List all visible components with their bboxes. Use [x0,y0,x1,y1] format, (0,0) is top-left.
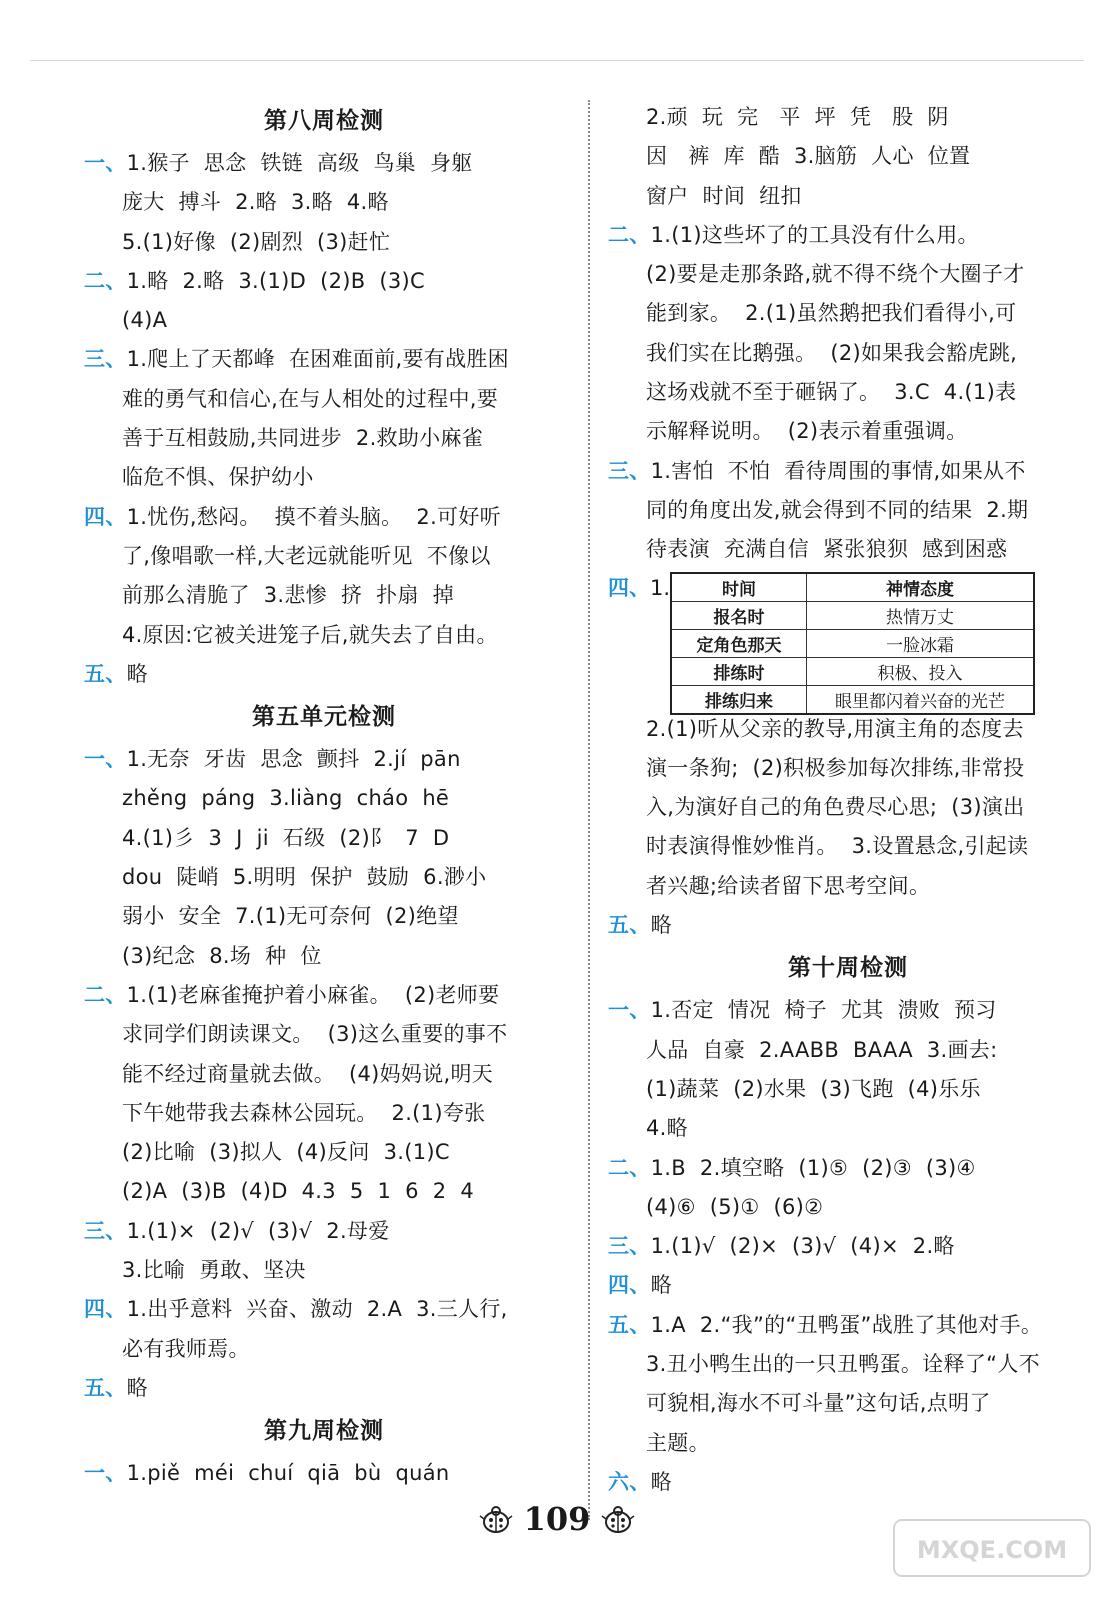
answer-line [608,867,1088,906]
answer-text: 可貌相,海水不可斗量”这句话,点明了 [646,1391,991,1416]
answer-text: zhěng páng 3.liàng cháo hē [122,786,450,811]
question-number: 二、 [608,222,651,247]
table-row [671,601,1034,629]
answer-line [84,458,564,497]
answer-text: (2)要是走那条路,就不得不绕个大圈子才 [646,262,1025,287]
answer-text: 1.(1)× (2)√ (3)√ 2.母爱 [126,1218,390,1243]
answer-text: (3)纪念 8.场 种 位 [122,943,322,968]
question-number: 二、 [84,982,127,1007]
answer-line [84,183,564,222]
answer-text: 1. [650,575,671,600]
answer-text: 4.原因:它被关进笼子后,就失去了自由。 [122,622,498,647]
answer-text: 主题。 [646,1430,710,1455]
answer-line [84,144,564,183]
question-number: 四、 [608,575,650,600]
answer-text: (4)A [122,308,168,333]
answer-line [608,294,1088,333]
answer-line [84,380,564,419]
ladybug-icon [601,1504,635,1534]
answer-text: 庞大 搏斗 2.略 3.略 4.略 [122,190,389,215]
answer-line [84,537,564,576]
answer-text: 略 [650,1469,672,1494]
answer-text: 待表演 充满自信 紧张狼狈 感到困惑 [646,537,1008,562]
answer-text: 1.爬上了天都峰 在困难面前,要有战胜困 [126,347,509,372]
answer-line [608,1345,1088,1384]
question-number: 一、 [84,151,127,175]
answer-line [608,710,1088,749]
answer-text: 前那么清脆了 3.悲惨 挤 扑扇 掉 [122,583,455,608]
question-number: 三、 [84,347,127,372]
answer-text: 略 [650,913,672,938]
question-number: 三、 [84,1218,127,1243]
answer-line [84,1094,564,1133]
answer-text: 1.出乎意料 兴奋、激动 2.A 3.三人行, [126,1297,508,1322]
answer-text: 1.(1)这些坏了的工具没有什么用。 [650,222,979,247]
answer-text: 1.(1)老麻雀掩护着小麻雀。 (2)老师要 [126,982,500,1007]
answer-table-block [608,570,1088,710]
answer-text: 临危不惧、保护幼小 [122,465,314,490]
answer-text: 入,为演好自己的角色费尽心思; (3)演出 [646,795,1025,820]
answer-text: 同的角度出发,就会得到不同的结果 2.期 [646,497,1029,522]
answer-text: 难的勇气和信心,在与人相处的过程中,要 [122,386,499,411]
question-number: 二、 [608,1155,651,1180]
answer-line [608,452,1088,491]
answer-line [608,412,1088,451]
answer-line [84,1369,564,1408]
answer-text: (4)⑥ (5)① (6)② [646,1194,824,1219]
answer-line [84,223,564,262]
answer-line [84,937,564,976]
answer-text: (2)A (3)B (4)D 4.3 5 1 6 2 4 [122,1179,474,1204]
question-number: 五、 [608,1312,651,1337]
answer-text: 善于互相鼓励,共同进步 2.救助小麻雀 [122,426,484,451]
answer-line [608,216,1088,255]
right-column [608,98,1088,1502]
question-number: 五、 [84,1375,127,1400]
table-cell: 报名时 [671,601,807,629]
answer-text: 5.(1)好像 (2)剧烈 (3)赶忙 [122,229,391,254]
answer-text: 了,像唱歌一样,大老远就能听见 不像以 [122,543,491,568]
answer-line [608,1109,1088,1148]
answer-line [608,827,1088,866]
answer-line [84,1015,564,1054]
answer-line [84,340,564,379]
answer-text: 1.害怕 不怕 看待周围的事情,如果从不 [650,458,1026,483]
answer-text: 能到家。 2.(1)虽然鹅把我们看得小,可 [646,301,1017,326]
answer-line [608,1424,1088,1463]
answer-line [608,255,1088,294]
answer-line [84,301,564,340]
answer-text: 能不经过商量就去做。 (4)妈妈说,明天 [122,1061,494,1086]
question-number: 三、 [608,458,651,483]
answer-text: 4.略 [646,1116,688,1141]
answer-line [84,576,564,615]
watermark-logo [892,1518,1092,1578]
watermark-text: MXQE.COM [916,1536,1068,1564]
section-heading: 第五单元检测 [252,704,396,731]
question-number: 五、 [84,661,127,686]
answer-text: (2)比喻 (3)拟人 (4)反问 3.(1)C [122,1140,450,1165]
answer-line [84,779,564,818]
answer-text: 3.比喻 勇敢、坚决 [122,1258,306,1283]
answer-text: 1.无奈 牙齿 思念 颤抖 2.jí pān [126,747,461,772]
table-header-row [671,573,1034,602]
column-divider [588,100,590,1520]
answer-text: 窗户 时间 纽扣 [646,183,802,208]
answer-text: 2.顽 玩 完 平 坪 凭 股 阴 [646,105,949,129]
answer-text: 1.略 2.略 3.(1)D (2)B (3)C [126,268,425,293]
table-row [671,629,1034,657]
answer-text: 时表演得惟妙惟肖。 3.设置悬念,引起读 [646,834,1029,859]
ladybug-icon [479,1504,513,1534]
answer-line [84,1212,564,1251]
attitude-table [670,572,1035,715]
answer-text: 1.否定 情况 椅子 尤其 溃败 预习 [650,998,997,1023]
answer-line [608,788,1088,827]
answer-text: dou 陡峭 5.明明 保护 鼓励 6.渺小 [122,865,487,890]
answer-text: 因 裤 库 酷 3.脑筋 人心 位置 [646,144,971,169]
table-cell: 排练时 [671,657,807,685]
question-number: 四、 [608,1273,651,1298]
answer-text: 2.(1)听从父亲的教导,用演主角的态度去 [646,716,1024,741]
left-column [84,98,564,1494]
answer-line [608,1306,1088,1345]
table-header-cell: 时间 [671,573,807,602]
answer-line [608,991,1088,1030]
answer-text: 略 [650,1273,672,1298]
answer-line [608,1227,1088,1266]
answer-text: 1.(1)√ (2)× (3)√ (4)× 2.略 [650,1234,955,1259]
answer-line [608,98,1088,137]
answer-line [608,1031,1088,1070]
question-number: 四、 [84,1297,127,1322]
table-header-cell: 神情态度 [807,573,1035,602]
answer-text: 求同学们朗读课文。 (3)这么重要的事不 [122,1022,508,1047]
table-row [671,657,1034,685]
question-number: 四、 [84,504,127,529]
question-number: 二、 [84,268,127,293]
question-number: 一、 [608,998,651,1023]
section-heading: 第十周检测 [788,955,908,982]
answer-text: 人品 自豪 2.AABB BAAA 3.画去: [646,1037,998,1062]
answer-text: 弱小 安全 7.(1)无可奈何 (2)绝望 [122,904,459,929]
answer-line [608,491,1088,530]
answer-line [84,1454,564,1493]
answer-line [608,137,1088,176]
answer-text: 略 [126,1375,148,1400]
answer-line [84,1330,564,1369]
answer-line [84,1251,564,1290]
answer-text: 4.(1)彡 3 J ji 石级 (2)阝 7 D [122,825,450,850]
answer-line [608,334,1088,373]
answer-line [84,976,564,1015]
table-cell: 积极、投入 [807,657,1035,685]
answer-line [84,616,564,655]
answer-line [608,373,1088,412]
question-number: 一、 [84,1461,127,1486]
answer-line [84,1055,564,1094]
answer-line [84,819,564,858]
answer-text: 示解释说明。 (2)表示着重强调。 [646,419,968,444]
answer-line [84,740,564,779]
answer-text: 1.piě méi chuí qiā bù quán [126,1461,450,1486]
table-cell: 排练归来 [671,685,807,714]
top-rule [30,60,1084,61]
question-number: 五、 [608,913,651,938]
table-cell: 眼里都闪着兴奋的光芒 [807,685,1035,714]
answer-text: 这场戏就不至于砸锅了。 3.C 4.(1)表 [646,380,1017,405]
answer-line [608,1463,1088,1502]
answer-line [608,906,1088,945]
page-number: 109 [523,1500,591,1538]
answer-line [608,1070,1088,1109]
table-cell: 一脸冰霜 [807,629,1035,657]
answer-text: 1.B 2.填空略 (1)⑤ (2)③ (3)④ [650,1155,976,1180]
question-number: 三、 [608,1234,651,1259]
question-number: 六、 [608,1469,651,1494]
answer-line [608,177,1088,216]
answer-line [84,1290,564,1329]
answer-line [84,897,564,936]
answer-line [84,498,564,537]
table-cell: 热情万丈 [807,601,1035,629]
answer-text: 者兴趣;给读者留下思考空间。 [646,873,931,898]
answer-line [84,262,564,301]
answer-text: 1.忧伤,愁闷。 摸不着头脑。 2.可好听 [126,504,501,529]
answer-line [608,1384,1088,1423]
answer-text: 3.丑小鸭生出的一只丑鸭蛋。诠释了“人不 [646,1352,1040,1377]
question-number: 一、 [84,747,127,772]
answer-line [84,1133,564,1172]
answer-line [84,655,564,694]
answer-line [84,1172,564,1211]
answer-line [608,1149,1088,1188]
answer-line [84,858,564,897]
answer-text: 1.猴子 思念 铁链 高级 鸟巢 身躯 [126,151,473,175]
answer-text: 略 [126,661,148,686]
table-cell: 定角色那天 [671,629,807,657]
answer-line [608,1266,1088,1305]
answer-text: 我们实在比鹅强。 (2)如果我会豁虎跳, [646,340,1018,365]
answer-line [608,530,1088,569]
answer-line [84,419,564,458]
answer-text: 必有我师焉。 [122,1336,250,1361]
answer-text: 下午她带我去森林公园玩。 2.(1)夸张 [122,1100,486,1125]
section-heading: 第八周检测 [264,108,384,134]
answer-line [608,1188,1088,1227]
answer-text: 1.A 2.“我”的“丑鸭蛋”战胜了其他对手。 [650,1312,1043,1337]
answer-text: (1)蔬菜 (2)水果 (3)飞跑 (4)乐乐 [646,1076,981,1101]
answer-text: 演一条狗; (2)积极参加每次排练,非常投 [646,755,1025,780]
section-heading: 第九周检测 [264,1418,384,1445]
answer-line [608,749,1088,788]
